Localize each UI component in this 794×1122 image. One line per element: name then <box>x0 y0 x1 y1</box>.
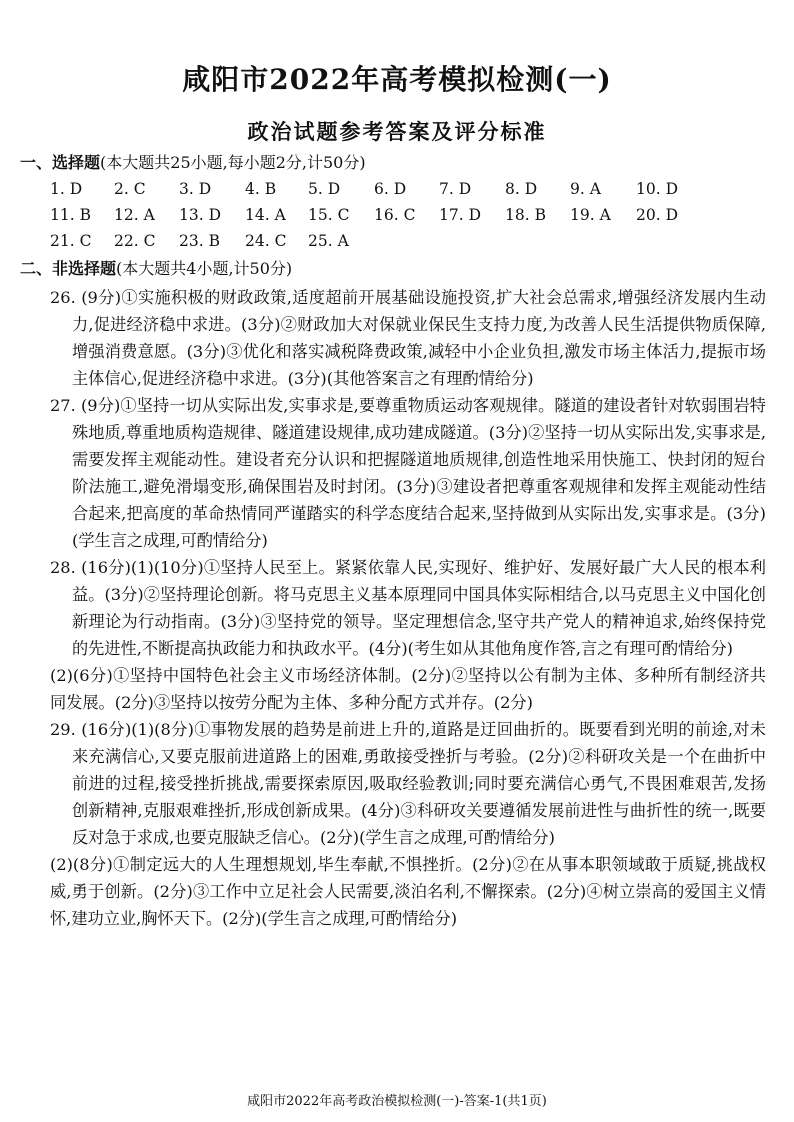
question-26-answer: 26. (9分)①实施积极的财政政策,适度超前开展基础设施投资,扩大社会总需求,增强经济发展内生动力,促进经济稳中求进。(3分)②财政加大对保就业保民生支持力度,为改善人民生活提供物质保障,增强消费意愿。(3分)③优化和落实减税降费政策,减轻中小企业负担,激发市场主体活力,提振市场主体信心,促进经济稳中求进。(3分)(其他答案言之有理酌情给分) <box>50 288 766 388</box>
page-subtitle: 政治试题参考答案及评分标准 <box>247 119 547 144</box>
answer-item: 20. D <box>636 206 679 224</box>
section1-heading <box>20 150 366 176</box>
answer-item: 8. D <box>505 180 538 198</box>
answer-item: 11. B <box>50 206 91 224</box>
answer-item: 18. B <box>505 206 546 224</box>
answer-item: 15. C <box>308 206 350 224</box>
page-footer: 咸阳市2022年高考政治模拟检测(一)-答案-1(共1页) <box>247 1094 547 1109</box>
answer-item: 13. D <box>179 206 222 224</box>
section2-note: (本大题共4小题,计50分) <box>116 259 293 278</box>
answer-item: 10. D <box>636 180 679 198</box>
question-29-part2-answer: (2)(8分)①制定远大的人生理想规划,毕生奉献,不惧挫折。(2分)②在从事本职领域敢于质疑,挑战权威,勇于创新。(2分)③工作中立足社会人民需要,淡泊名利,不懈探索。(2分)④树立崇高的爱国主义情怀,建功立业,胸怀天下。(2分)(学生言之成理,可酌情给分) <box>50 855 766 928</box>
section2-body <box>50 284 766 932</box>
answer-item: 9. A <box>570 180 601 198</box>
answer-item: 22. C <box>114 232 156 250</box>
answer-item: 16. C <box>374 206 416 224</box>
answer-item: 7. D <box>439 180 472 198</box>
answer-item: 17. D <box>439 206 482 224</box>
answer-item: 6. D <box>374 180 407 198</box>
question-28-part2-answer: (2)(6分)①坚持中国特色社会主义市场经济体制。(2分)②坚持以公有制为主体、多种所有制经济共同发展。(2分)③坚持以按劳分配为主体、多种分配方式并存。(2分) <box>50 666 766 712</box>
answer-item: 24. C <box>245 232 287 250</box>
question-28-part1-answer: 28. (16分)(1)(10分)①坚持人民至上。紧紧依靠人民,实现好、维护好、发展好最广大人民的根本利益。(3分)②坚持理论创新。将马克思主义基本原理同中国具体实际相结合,以马克思主义中国化创新理论为行动指南。(3分)③坚持党的领导。坚定理想信念,坚守共产党人的精神追求,始终保持党的先进性,不断提高执政能力和执政水平。(4分)(考生如从其他角度作答,言之有理可酌情给分) <box>50 558 766 658</box>
page-title: 咸阳市2022年高考模拟检测(一) <box>182 63 612 96</box>
answer-item: 3. D <box>179 180 212 198</box>
answer-item: 19. A <box>570 206 611 224</box>
answer-item: 2. C <box>114 180 146 198</box>
answer-item: 25. A <box>308 232 349 250</box>
answer-item: 12. A <box>114 206 155 224</box>
answer-item: 23. B <box>179 232 220 250</box>
answer-item: 14. A <box>245 206 286 224</box>
section2-label: 二、非选择题 <box>20 259 117 278</box>
section2-heading <box>20 256 292 282</box>
section1-label: 一、选择题 <box>20 153 101 172</box>
question-27-answer: 27. (9分)①坚持一切从实际出发,实事求是,要尊重物质运动客观规律。隧道的建设者针对软弱围岩特殊地质,尊重地质构造规律、隧道建设规律,成功建成隧道。(3分)②坚持一切从实际出发,实事求是,需要发挥主观能动性。建设者充分认识和把握隧道地质规律,创造性地采用快施工、快封闭的短台阶法施工,避免滑塌变形,确保围岩及时封闭。(3分)③建设者把尊重客观规律和发挥主观能动性结合起来,把高度的革命热情同严谨踏实的科学态度结合起来,坚持做到从实际出发,实事求是。(3分)(学生言之成理,可酌情给分) <box>50 396 766 550</box>
question-29-part1-answer: 29. (16分)(1)(8分)①事物发展的趋势是前进上升的,道路是迂回曲折的。既要看到光明的前途,对未来充满信心,又要克服前进道路上的困难,勇敢接受挫折与考验。(2分)②科研攻关是一个在曲折中前进的过程,接受挫折挑战,需要探索原因,吸取经验教训;同时要充满信心勇气,不畏困难艰苦,发扬创新精神,克服艰难挫折,形成创新成果。(4分)③科研攻关要遵循发展前进性与曲折性的统一,既要反对急于求成,也要克服缺乏信心。(2分)(学生言之成理,可酌情给分) <box>50 720 766 847</box>
answer-item: 5. D <box>308 180 341 198</box>
answer-item: 1. D <box>50 180 83 198</box>
section1-note: (本大题共25小题,每小题2分,计50分) <box>100 153 366 172</box>
answer-item: 4. B <box>245 180 277 198</box>
answer-item: 21. C <box>50 232 92 250</box>
